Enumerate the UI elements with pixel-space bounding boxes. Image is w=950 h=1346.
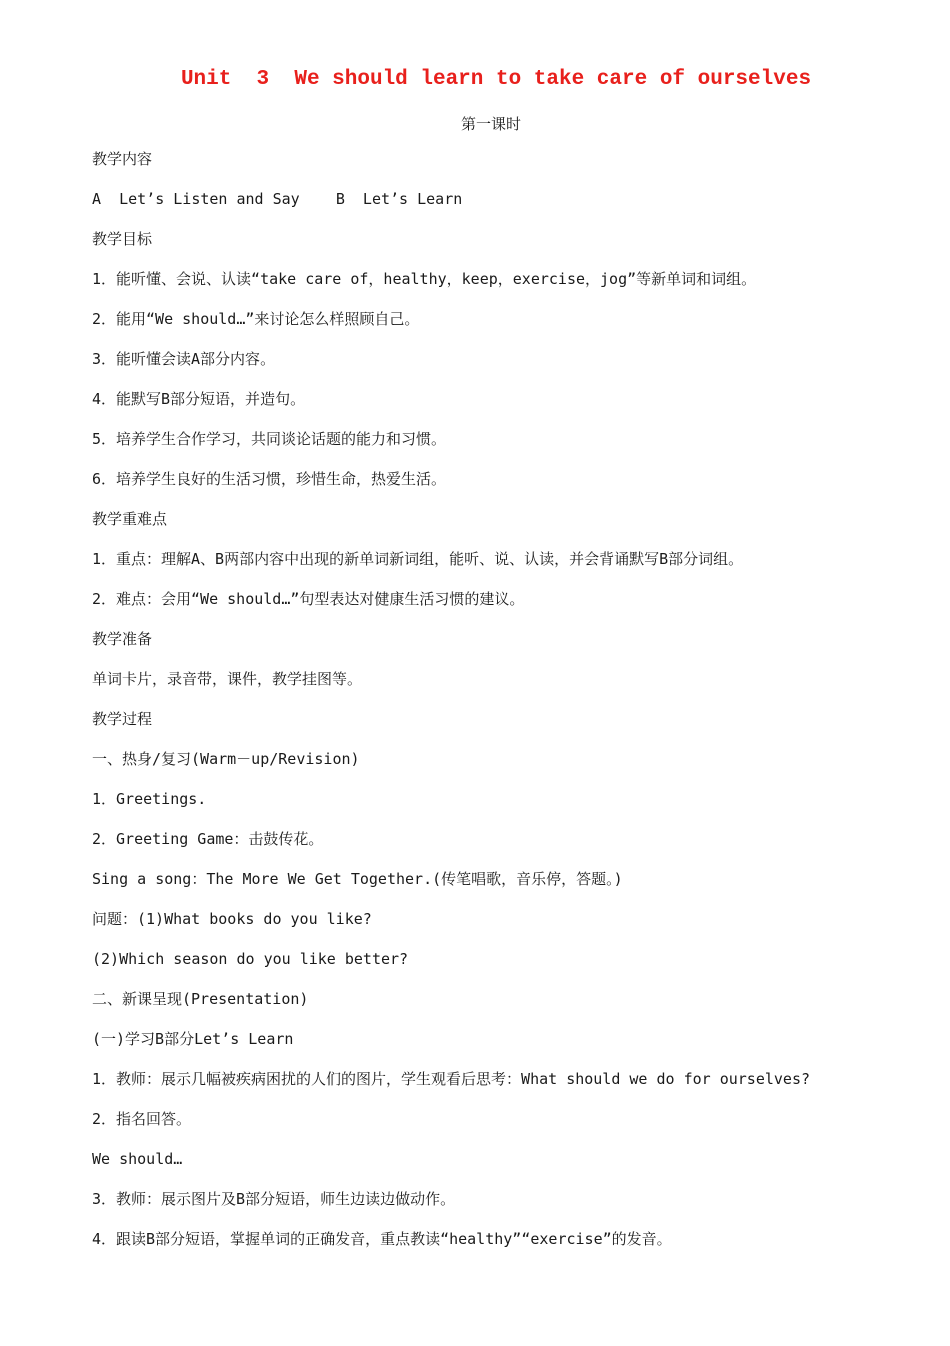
text-line: 2．难点：会用“We should…”句型表达对健康生活习惯的建议。 — [92, 590, 525, 608]
text-line: (2)Which season do you like better? — [92, 950, 409, 968]
text-line: 一、热身/复习(Warm－up/Revision) — [92, 750, 360, 768]
text-line: 3．能听懂会读A部分内容。 — [92, 350, 276, 368]
text-line: 2．能用“We should…”来讨论怎么样照顾自己。 — [92, 310, 420, 328]
text-line: 3．教师：展示图片及B部分短语，师生边读边做动作。 — [92, 1190, 456, 1208]
document-title: Unit 3 We should learn to take care of ourselves — [180, 68, 812, 91]
text-line: 5．培养学生合作学习，共同谈论话题的能力和习惯。 — [92, 430, 447, 448]
text-line: 教学过程 — [92, 710, 153, 728]
text-line: We should… — [92, 1150, 183, 1168]
text-line: 教学重难点 — [92, 510, 168, 528]
text-line: A Let’s Listen and Say B Let’s Learn — [92, 190, 463, 208]
text-line: 4．能默写B部分短语，并造句。 — [92, 390, 306, 408]
text-line: (一)学习B部分Let’s Learn — [92, 1030, 294, 1048]
text-line: 二、新课呈现(Presentation) — [92, 990, 309, 1008]
text-line: 教学内容 — [92, 150, 153, 168]
text-line: 6．培养学生良好的生活习惯，珍惜生命，热爱生活。 — [92, 470, 447, 488]
text-line: 4．跟读B部分短语，掌握单词的正确发音，重点教读“healthy”“exercise”的发音。 — [92, 1230, 672, 1248]
text-line: 教学目标 — [92, 230, 153, 248]
text-line: 2．指名回答。 — [92, 1110, 192, 1128]
text-line: 1．重点：理解A、B两部内容中出现的新单词新词组，能听、说、认读，并会背诵默写B部分词组。 — [92, 550, 744, 568]
text-line: Sing a song：The More We Get Together.(传笔唱歌，音乐停，答题。) — [92, 870, 623, 888]
text-line: 问题：(1)What books do you like? — [92, 910, 372, 928]
text-line: 2．Greeting Game：击鼓传花。 — [92, 830, 324, 848]
lesson-subtitle: 第一课时 — [460, 115, 521, 133]
document-body — [92, 148, 912, 1268]
text-line: 1．教师：展示几幅被疾病困扰的人们的图片，学生观看后思考：What should we do for ourselves? — [92, 1070, 811, 1088]
text-line: 1．能听懂、会说、认读“take care of，healthy，keep，exercise，jog”等新单词和词组。 — [92, 270, 757, 288]
text-line: 1．Greetings. — [92, 790, 207, 808]
text-line: 教学准备 — [92, 630, 153, 648]
text-line: 单词卡片，录音带，课件，教学挂图等。 — [92, 670, 363, 688]
